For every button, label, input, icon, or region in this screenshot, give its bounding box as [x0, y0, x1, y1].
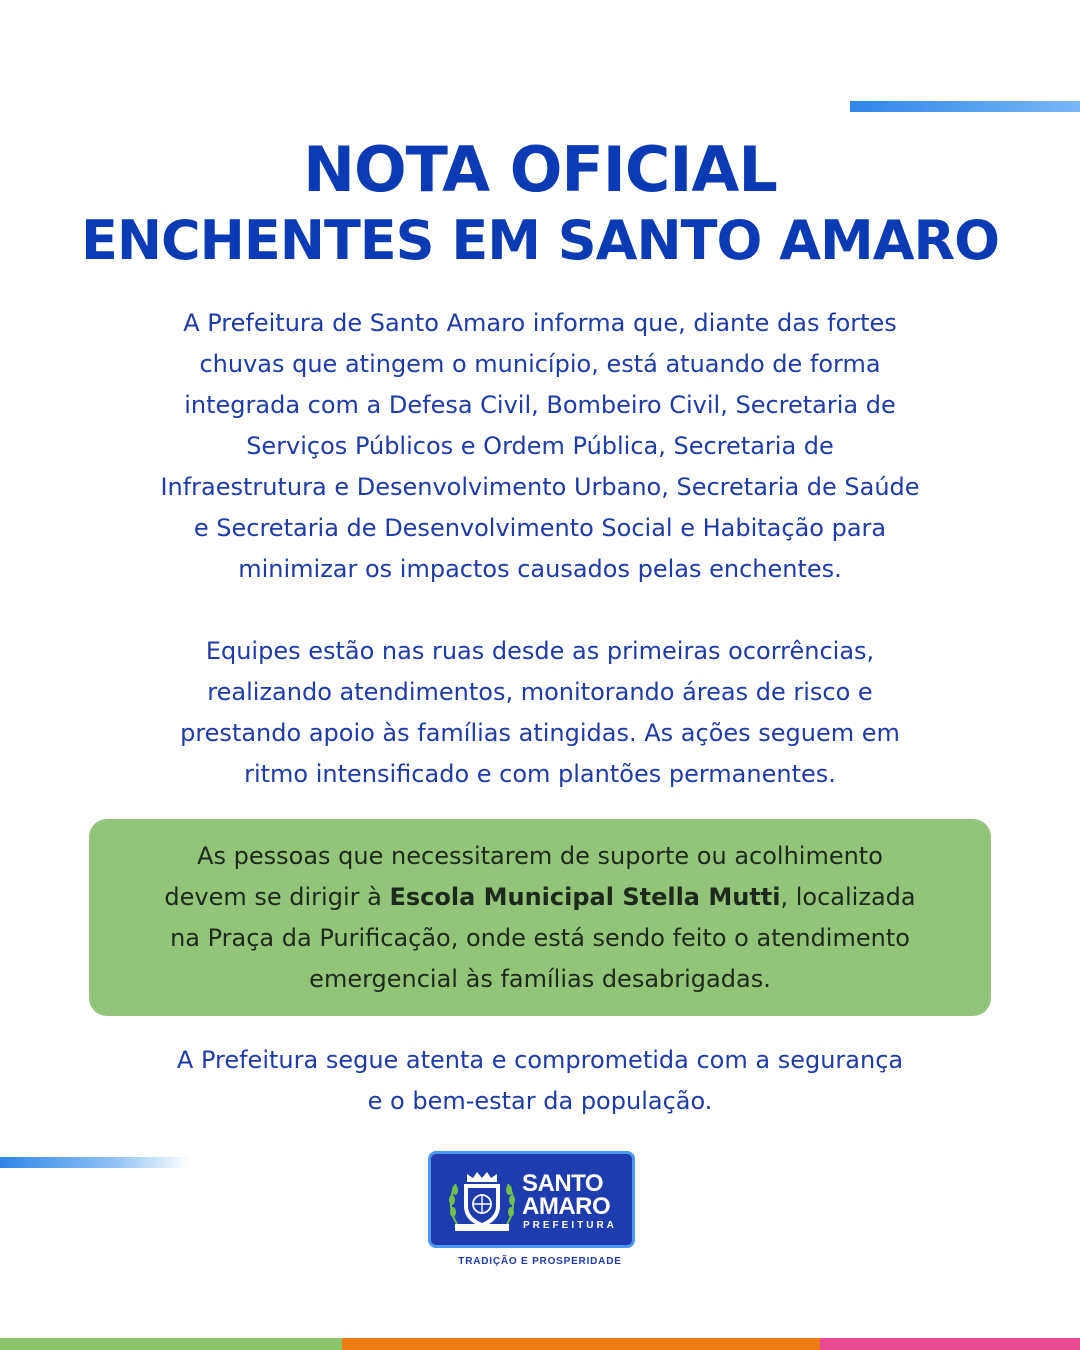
highlight-text — [89, 836, 991, 1000]
top-accent-line — [850, 101, 1080, 112]
logo-tagline: TRADIÇÃO E PROSPERIDADE — [458, 1256, 622, 1267]
text-line: e Secretaria de Desenvolvimento Social e Habitação para — [193, 514, 887, 542]
paragraph-intro — [90, 303, 990, 590]
text-line: e o bem-estar da população. — [367, 1087, 713, 1115]
municipal-crest-icon — [447, 1168, 517, 1234]
text-line: emergencial às famílias desabrigadas. — [309, 965, 771, 993]
text-line: minimizar os impactos causados pelas enchentes. — [238, 555, 842, 583]
bottom-color-bar — [0, 1338, 1080, 1350]
prefeitura-logo — [428, 1151, 635, 1248]
page-title: NOTA OFICIAL — [303, 133, 777, 206]
text-line: realizando atendimentos, monitorando áreas de risco e — [207, 678, 873, 706]
paragraph-teams — [90, 631, 990, 795]
text-line: , localizada — [780, 883, 916, 911]
page-subtitle: ENCHENTES EM SANTO AMARO — [80, 209, 1000, 272]
text-line: Infraestrutura e Desenvolvimento Urbano, Secretaria de Saúde — [160, 473, 920, 501]
logo-name-line: AMARO — [522, 1193, 611, 1220]
text-line: chuvas que atingem o município, está atuando de forma — [199, 350, 881, 378]
bar-segment-green — [0, 1338, 342, 1350]
bar-segment-orange — [342, 1338, 820, 1350]
text-line: As pessoas que necessitarem de suporte ou acolhimento — [197, 842, 883, 870]
highlight-box — [89, 819, 991, 1016]
bar-segment-pink — [820, 1338, 1080, 1350]
text-line: A Prefeitura de Santo Amaro informa que, diante das fortes — [183, 309, 897, 337]
text-line: prestando apoio às famílias atingidas. As ações seguem em — [180, 719, 900, 747]
text-line: Equipes estão nas ruas desde as primeiras ocorrências, — [205, 637, 875, 665]
logo-wordmark — [522, 1172, 610, 1218]
text-line: A Prefeitura segue atenta e comprometida com a segurança — [176, 1046, 904, 1074]
text-line: devem se dirigir à — [164, 883, 390, 911]
logo-subtitle: PREFEITURA — [523, 1220, 617, 1231]
logo-name-line: SANTO — [522, 1170, 604, 1197]
school-name: Escola Municipal Stella Mutti — [389, 883, 781, 911]
paragraph-closing — [90, 1040, 990, 1122]
left-accent-line — [0, 1157, 190, 1168]
text-line: na Praça da Purificação, onde está sendo feito o atendimento — [170, 924, 910, 952]
text-line: integrada com a Defesa Civil, Bombeiro Civil, Secretaria de — [184, 391, 896, 419]
text-line: ritmo intensificado e com plantões permanentes. — [244, 760, 836, 788]
text-line: Serviços Públicos e Ordem Pública, Secretaria de — [246, 432, 834, 460]
